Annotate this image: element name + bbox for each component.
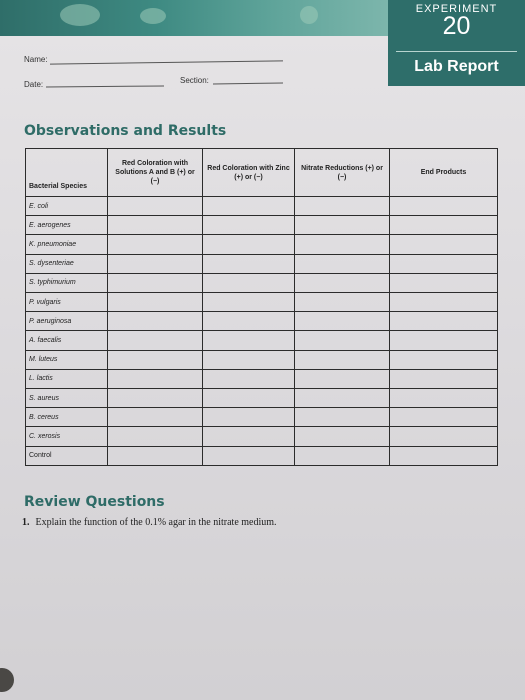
solutions-ab-cell[interactable]: [108, 312, 203, 331]
solutions-ab-cell[interactable]: [108, 427, 203, 446]
table-row: [26, 331, 498, 350]
solutions-ab-cell[interactable]: [108, 293, 203, 312]
species-name: M. luteus: [26, 350, 108, 369]
nitrate-reduction-cell[interactable]: [295, 235, 390, 254]
table-header-row: [26, 149, 498, 197]
solutions-ab-cell[interactable]: [108, 350, 203, 369]
solutions-ab-cell[interactable]: [108, 254, 203, 273]
section-field[interactable]: [213, 83, 283, 85]
nitrate-reduction-cell[interactable]: [295, 293, 390, 312]
species-name: P. vulgaris: [26, 293, 108, 312]
lab-report-title: Lab Report: [414, 58, 499, 75]
nitrate-reduction-cell[interactable]: [295, 273, 390, 292]
table-row: [26, 389, 498, 408]
nitrate-reduction-cell[interactable]: [295, 427, 390, 446]
species-name: P. aeruginosa: [26, 312, 108, 331]
table-row: [26, 197, 498, 216]
end-products-cell[interactable]: [390, 312, 498, 331]
end-products-cell[interactable]: [390, 216, 498, 235]
column-header-nitrate-reduction: Nitrate Reductions (+) or (−): [295, 149, 390, 197]
date-label: Date:: [24, 80, 44, 89]
nitrate-reduction-cell[interactable]: [295, 389, 390, 408]
badge-divider: [396, 51, 517, 52]
zinc-cell[interactable]: [203, 273, 295, 292]
nitrate-reduction-cell[interactable]: [295, 350, 390, 369]
species-name: E. aerogenes: [26, 216, 108, 235]
solutions-ab-cell[interactable]: [108, 369, 203, 388]
nitrate-reduction-cell[interactable]: [295, 197, 390, 216]
table-row: [26, 350, 498, 369]
species-name: A. faecalis: [26, 331, 108, 350]
zinc-cell[interactable]: [203, 216, 295, 235]
table-row: [26, 293, 498, 312]
solutions-ab-cell[interactable]: [108, 408, 203, 427]
name-label: Name:: [24, 55, 48, 64]
date-field[interactable]: [46, 85, 164, 87]
binder-hole: [0, 668, 14, 692]
table-row: [26, 427, 498, 446]
end-products-cell[interactable]: [390, 254, 498, 273]
end-products-cell[interactable]: [390, 427, 498, 446]
table-row: [26, 312, 498, 331]
end-products-cell[interactable]: [390, 350, 498, 369]
experiment-badge: [388, 0, 525, 86]
zinc-cell[interactable]: [203, 408, 295, 427]
end-products-cell[interactable]: [390, 369, 498, 388]
end-products-cell[interactable]: [390, 408, 498, 427]
end-products-cell[interactable]: [390, 389, 498, 408]
nitrate-reduction-cell[interactable]: [295, 369, 390, 388]
column-header-zinc: Red Coloration with Zinc (+) or (−): [203, 149, 295, 197]
table-row: [26, 273, 498, 292]
end-products-cell[interactable]: [390, 197, 498, 216]
solutions-ab-cell[interactable]: [108, 216, 203, 235]
nitrate-reduction-cell[interactable]: [295, 312, 390, 331]
nitrate-reduction-cell[interactable]: [295, 216, 390, 235]
solutions-ab-cell[interactable]: [108, 446, 203, 465]
species-name: S. typhimurium: [26, 273, 108, 292]
column-header-solutions-ab: Red Coloration with Solutions A and B (+) or (−): [108, 149, 203, 197]
section-label: Section:: [180, 76, 209, 85]
solutions-ab-cell[interactable]: [108, 197, 203, 216]
species-name: K. pneumoniae: [26, 235, 108, 254]
table-row: [26, 408, 498, 427]
nitrate-reduction-cell[interactable]: [295, 408, 390, 427]
decorative-header-band: [0, 0, 390, 36]
review-question: [22, 517, 277, 528]
table-row: [26, 254, 498, 273]
end-products-cell[interactable]: [390, 273, 498, 292]
species-name: S. dysenteriae: [26, 254, 108, 273]
zinc-cell[interactable]: [203, 197, 295, 216]
zinc-cell[interactable]: [203, 254, 295, 273]
table-row: [26, 369, 498, 388]
review-questions-heading: Review Questions: [24, 494, 165, 510]
nitrate-reduction-cell[interactable]: [295, 446, 390, 465]
zinc-cell[interactable]: [203, 235, 295, 254]
solutions-ab-cell[interactable]: [108, 331, 203, 350]
nitrate-reduction-cell[interactable]: [295, 331, 390, 350]
species-name: E. coli: [26, 197, 108, 216]
zinc-cell[interactable]: [203, 389, 295, 408]
zinc-cell[interactable]: [203, 312, 295, 331]
solutions-ab-cell[interactable]: [108, 273, 203, 292]
experiment-number: 20: [442, 12, 471, 40]
name-field[interactable]: [50, 60, 283, 64]
zinc-cell[interactable]: [203, 446, 295, 465]
end-products-cell[interactable]: [390, 235, 498, 254]
question-text: Explain the function of the 0.1% agar in the nitrate medium.: [35, 517, 277, 528]
results-table: [25, 148, 498, 466]
species-name: S. aureus: [26, 389, 108, 408]
observations-heading: Observations and Results: [24, 123, 227, 139]
zinc-cell[interactable]: [203, 331, 295, 350]
zinc-cell[interactable]: [203, 293, 295, 312]
end-products-cell[interactable]: [390, 293, 498, 312]
end-products-cell[interactable]: [390, 446, 498, 465]
table-row: [26, 446, 498, 465]
zinc-cell[interactable]: [203, 427, 295, 446]
species-name: C. xerosis: [26, 427, 108, 446]
zinc-cell[interactable]: [203, 350, 295, 369]
solutions-ab-cell[interactable]: [108, 235, 203, 254]
nitrate-reduction-cell[interactable]: [295, 254, 390, 273]
experiment-label: EXPERIMENT: [415, 3, 498, 15]
column-header-species: Bacterial Species: [26, 149, 108, 197]
species-name: L. lactis: [26, 369, 108, 388]
end-products-cell[interactable]: [390, 331, 498, 350]
table-row: [26, 216, 498, 235]
species-name: B. cereus: [26, 408, 108, 427]
species-name: Control: [26, 446, 108, 465]
solutions-ab-cell[interactable]: [108, 389, 203, 408]
table-row: [26, 235, 498, 254]
column-header-end-products: End Products: [390, 149, 498, 197]
zinc-cell[interactable]: [203, 369, 295, 388]
question-number: 1.: [22, 517, 30, 528]
